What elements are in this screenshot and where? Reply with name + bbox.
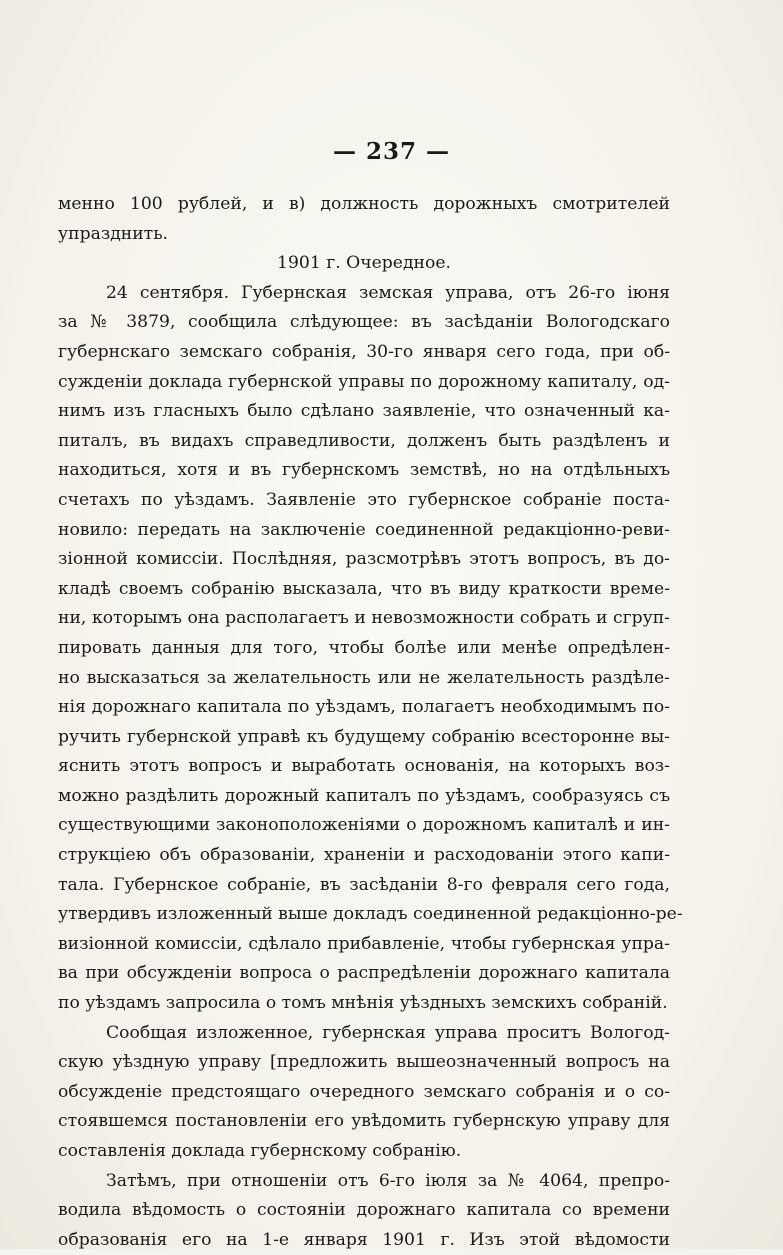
- text-line: обсужденіе предстоящаго очередного земскаго собранія и о со-: [58, 1081, 670, 1102]
- text-line: 1901 г. Очередное.: [277, 253, 451, 274]
- text-line: питалъ, въ видахъ справедливости, долженъ быть раздѣленъ и: [58, 430, 670, 451]
- text-line: Затѣмъ, при отношеніи отъ 6-го іюля за № 4064, препро-: [106, 1170, 670, 1191]
- text-line: губернскаго земскаго собранія, 30-го января сего года, при об-: [58, 341, 670, 362]
- text-line: счетахъ по уѣздамъ. Заявленіе это губернское собраніе поста-: [58, 489, 670, 510]
- text-line: нія дорожнаго капитала по уѣздамъ, полагаетъ необходимымъ по-: [58, 697, 670, 718]
- text-line: 24 сентября. Губернская земская управа, отъ 26-го іюня: [106, 282, 670, 303]
- text-line: пировать данныя для того, чтобы болѣе или менѣе опредѣлен-: [58, 637, 670, 658]
- text-line: находиться, хотя и въ губернскомъ земствѣ, но на отдѣльныхъ: [58, 460, 670, 481]
- text-line: зіонной комиссіи. Послѣдняя, разсмотрѣвъ этотъ вопросъ, въ до-: [58, 549, 670, 570]
- text-line: но высказаться за желательность или не желательность раздѣле-: [58, 667, 670, 688]
- text-line: нимъ изъ гласныхъ было сдѣлано заявленіе, что означенный ка-: [58, 401, 670, 422]
- text-line: ва при обсужденіи вопроса о распредѣленіи дорожнаго капитала: [58, 963, 670, 984]
- text-line: можно раздѣлить дорожный капиталъ по уѣздамъ, сообразуясь съ: [58, 785, 670, 806]
- text-line: составленія доклада губернскому собранію.: [58, 1141, 462, 1161]
- text-line: кладѣ своемъ собранію высказала, что въ виду краткости време-: [58, 578, 670, 599]
- text-line: за № 3879, сообщила слѣдующее: въ засѣданіи Вологодскаго: [58, 312, 670, 333]
- page-number: — 237 —: [332, 138, 451, 165]
- text-line: существующими законоположеніями о дорожномъ капиталѣ и ин-: [58, 815, 670, 836]
- text-line: ни, которымъ она располагаетъ и невозможности собрать и сгруп-: [58, 608, 670, 629]
- text-line: сужденіи доклада губернской управы по дорожному капиталу, од-: [58, 371, 670, 392]
- text-line: стоявшемся постановленіи его увѣдомить губернскую управу для: [58, 1111, 670, 1132]
- text-line: яснить этотъ вопросъ и выработать основанія, на которыхъ воз-: [58, 756, 670, 777]
- text-line: водила вѣдомость о состояніи дорожнаго капитала со времени: [58, 1200, 670, 1221]
- text-line: визіонной комиссіи, сдѣлало прибавленіе, чтобы губернская упра-: [58, 933, 670, 954]
- text-line: образованія его на 1-е января 1901 г. Изъ этой вѣдомости: [58, 1229, 670, 1250]
- text-line: по уѣздамъ запросила о томъ мнѣнія уѣздныхъ земскихъ собраній.: [58, 993, 668, 1014]
- text-line: утвердивъ изложенный выше докладъ соединенной редакціонно-ре-: [58, 904, 683, 925]
- text-line: упразднить.: [58, 223, 169, 244]
- body-text: [58, 190, 683, 1255]
- text-line: ручить губернской управѣ къ будущему собранію всесторонне вы-: [58, 726, 670, 747]
- text-line: менно 100 рублей, и в) должность дорожныхъ смотрителей: [58, 194, 670, 214]
- text-line: тала. Губернское собраніе, въ засѣданіи 8-го февраля сего года,: [58, 874, 670, 895]
- text-line: струкціею объ образованіи, храненіи и расходованіи этого капи-: [58, 845, 670, 866]
- text-line: новило: передать на заключеніе соединенной редакціонно-реви-: [58, 519, 670, 540]
- text-line: Сообщая изложенное, губернская управа проситъ Вологод-: [106, 1022, 670, 1043]
- text-line: скую уѣздную управу [предложить вышеозначенный вопросъ на: [58, 1052, 670, 1073]
